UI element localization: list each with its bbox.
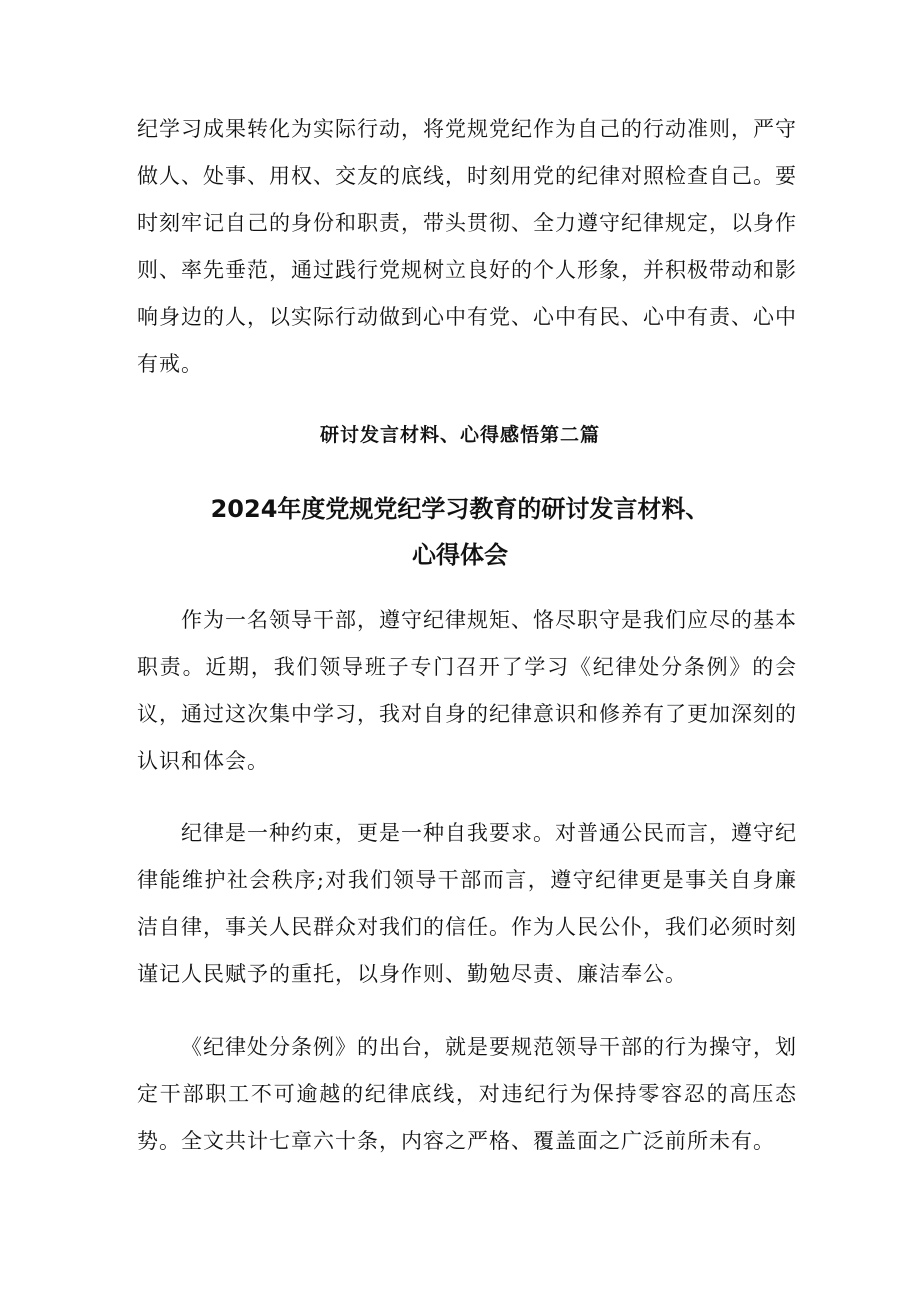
section-heading: 研讨发言材料、心得感悟第二篇 [319, 424, 600, 446]
document-title [0, 486, 920, 578]
body-paragraph-2: 纪律是一种约束，更是一种自我要求。对普通公民而言，遵守纪律能维护社会秩序;对我们领导干部而言，遵守纪律更是事关自身廉洁自律，事关人民群众对我们的信任。作为人民公仆，我们必须时刻谨记人民赋予的重托，以身作则、勤勉尽责、廉洁奉公。 [137, 821, 797, 986]
body-paragraph-1: 作为一名领导干部，遵守纪律规矩、恪尽职守是我们应尽的基本职责。近期，我们领导班子专门召开了学习《纪律处分条例》的会议，通过这次集中学习，我对自身的纪律意识和修养有了更加深刻的认识和体会。 [137, 608, 797, 773]
body-paragraph-3: 《纪律处分条例》的出台，就是要规范领导干部的行为操守，划定干部职工不可逾越的纪律底线，对违纪行为保持零容忍的高压态势。全文共计七章六十条，内容之严格、覆盖面之广泛前所未有。 [137, 1035, 797, 1153]
intro-paragraph: 纪学习成果转化为实际行动，将党规党纪作为自己的行动准则，严守做人、处事、用权、交友的底线，时刻用党的纪律对照检查自己。要时刻牢记自己的身份和职责，带头贯彻、全力遵守纪律规定，以身作则、率先垂范，通过践行党规树立良好的个人形象，并积极带动和影响身边的人，以实际行动做到心中有党、心中有民、心中有责、心中有戒。 [137, 117, 797, 376]
document-title-line-2: 心得体会 [412, 541, 508, 569]
document-title-line-1: 2024年度党规党纪学习教育的研讨发言材料、 [210, 495, 710, 523]
